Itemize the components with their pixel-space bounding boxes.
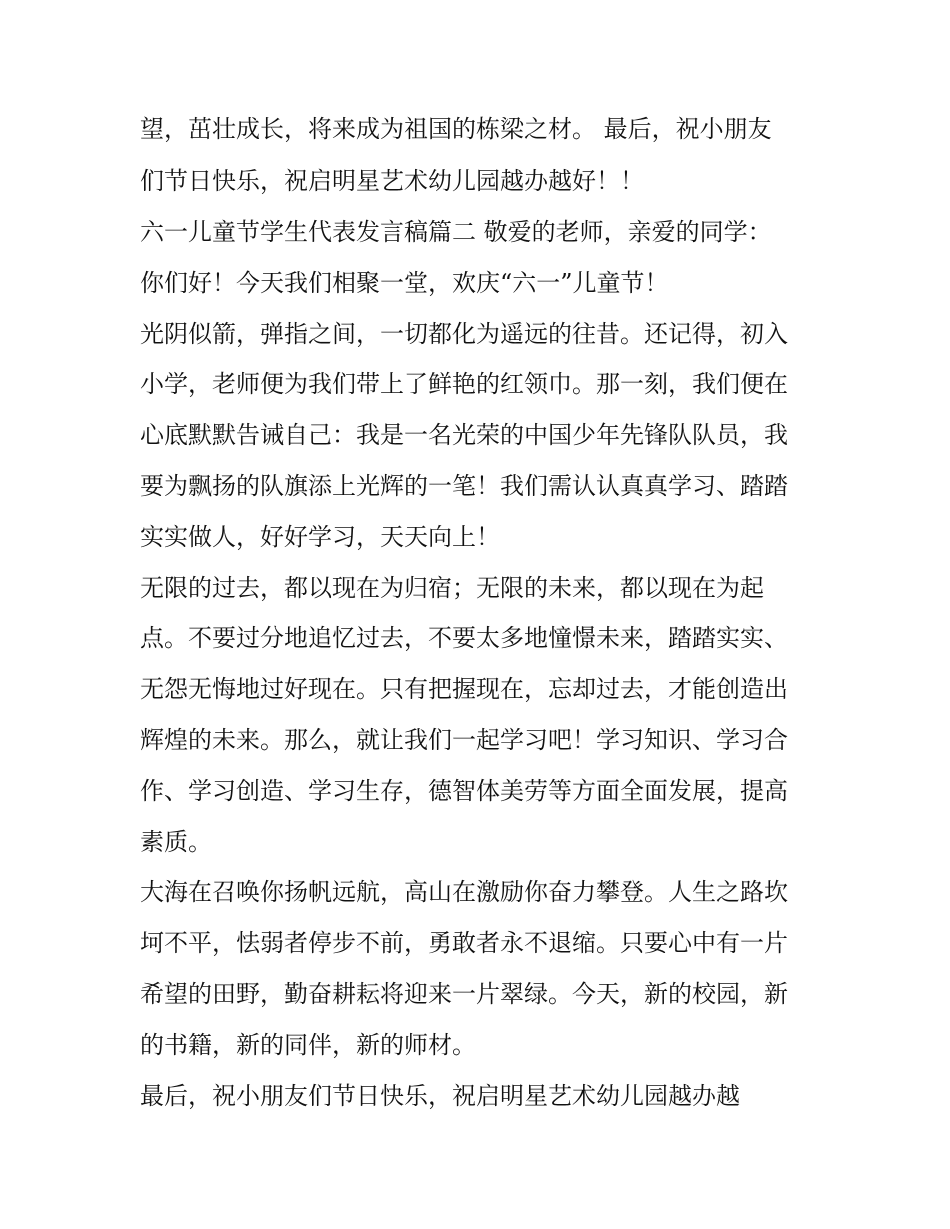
text-line: 实实做人，好好学习，天天向上！ bbox=[140, 523, 500, 551]
text-line: 你们好！今天我们相聚一堂，欢庆“六一”儿童节！ bbox=[140, 269, 669, 297]
text-line: 大海在召唤你扬帆远航，高山在激励你奋力攀登。人生之路坎 bbox=[140, 878, 788, 906]
text-line: 六一儿童节学生代表发言稿篇二 敬爱的老师，亲爱的同学： bbox=[140, 218, 772, 246]
text-line: 素质。 bbox=[140, 828, 212, 856]
text-line: 小学，老师便为我们带上了鲜艳的红领巾。那一刻，我们便在 bbox=[140, 370, 788, 398]
text-line: 希望的田野，勤奋耕耘将迎来一片翠绿。今天，新的校园，新 bbox=[140, 980, 788, 1008]
text-line: 心底默默告诫自己：我是一名光荣的中国少年先锋队队员，我 bbox=[140, 421, 788, 449]
text-line: 辉煌的未来。那么，就让我们一起学习吧！学习知识、学习合 bbox=[140, 726, 788, 754]
text-line: 无限的过去，都以现在为归宿；无限的未来，都以现在为起 bbox=[140, 574, 764, 602]
text-line: 光阴似箭，弹指之间，一切都化为遥远的往昔。还记得，初入 bbox=[140, 320, 788, 348]
text-line: 最后，祝小朋友们节日快乐，祝启明星艺术幼儿园越办越 bbox=[140, 1082, 740, 1110]
text-line: 们节日快乐，祝启明星艺术幼儿园越办越好！！ bbox=[140, 167, 644, 195]
text-line: 坷不平，怯弱者停步不前，勇敢者永不退缩。只要心中有一片 bbox=[140, 929, 788, 957]
text-line: 的书籍，新的同伴，新的师材。 bbox=[140, 1031, 476, 1059]
text-line: 点。不要过分地追忆过去，不要太多地憧憬未来，踏踏实实、 bbox=[140, 624, 788, 652]
text-line: 作、学习创造、学习生存，德智体美劳等方面全面发展，提高 bbox=[140, 777, 788, 805]
text-line: 要为飘扬的队旗添上光辉的一笔！我们需认认真真学习、踏踏 bbox=[140, 472, 788, 500]
text-line: 无怨无悔地过好现在。只有把握现在，忘却过去，才能创造出 bbox=[140, 675, 788, 703]
text-line: 望，茁壮成长，将来成为祖国的栋梁之材。 最后，祝小朋友 bbox=[140, 115, 772, 143]
